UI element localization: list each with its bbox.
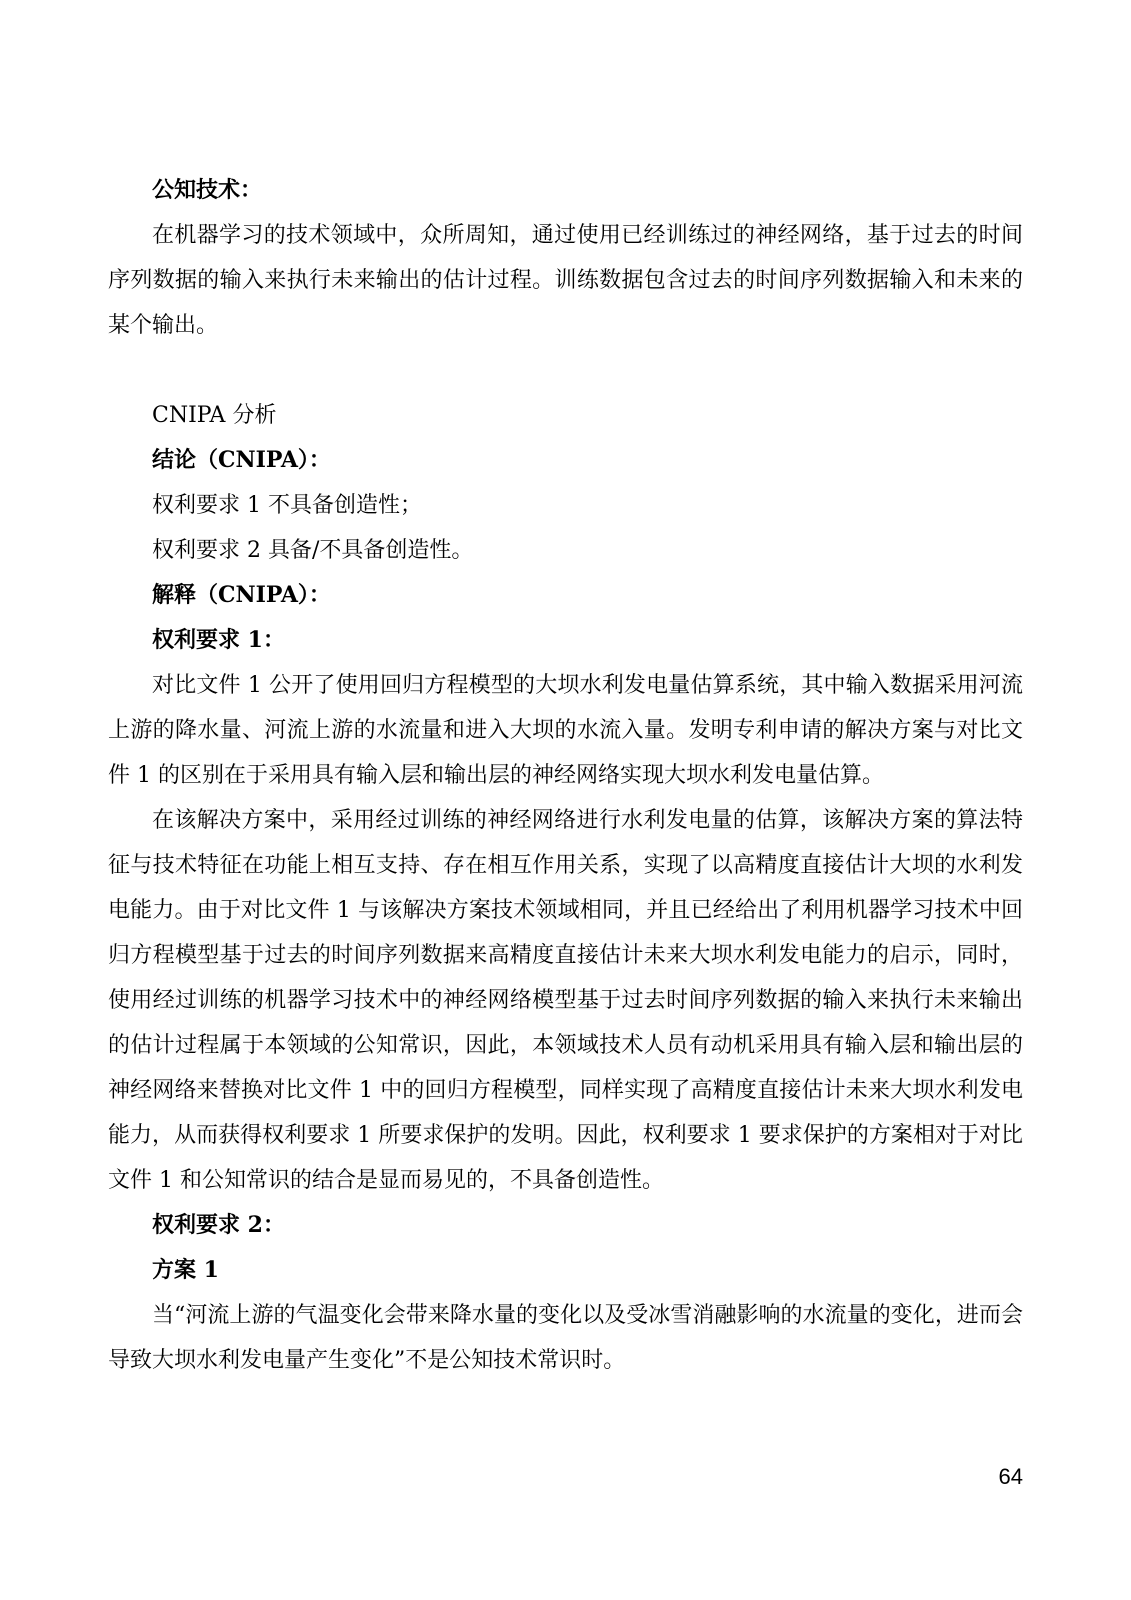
- page-content: [108, 168, 1023, 1383]
- section-spacer: [108, 348, 1023, 393]
- conclusion-heading: 结论（CNIPA）：: [152, 447, 331, 473]
- claim1-heading: 权利要求 1：: [152, 627, 285, 653]
- scheme1-heading: 方案 1: [152, 1257, 219, 1283]
- claim2-heading: 权利要求 2：: [152, 1212, 285, 1238]
- conclusion-item-claim2: 权利要求 2 具备/不具备创造性。: [152, 538, 474, 563]
- claim1-paragraph-1: 对比文件 1 公开了使用回归方程模型的大坝水利发电量估算系统，其中输入数据采用河流上游的降水量、河流上游的水流量和进入大坝的水流入量。发明专利申请的解决方案与对比文件 1 的区别在于采用具有输入层和输出层的神经网络实现大坝水利发电量估算。: [108, 673, 1023, 788]
- conclusion-item-claim1: 权利要求 1 不具备创造性；: [152, 493, 422, 518]
- known-tech-heading: 公知技术：: [152, 177, 263, 203]
- explanation-heading: 解释（CNIPA）：: [152, 582, 331, 608]
- scheme1-paragraph: 当“河流上游的气温变化会带来降水量的变化以及受冰雪消融影响的水流量的变化，进而会导致大坝水利发电量产生变化”不是公知技术常识时。: [108, 1303, 1023, 1373]
- cnipa-analysis-title: CNIPA 分析: [152, 403, 277, 428]
- claim1-paragraph-2: 在该解决方案中，采用经过训练的神经网络进行水利发电量的估算，该解决方案的算法特征与技术特征在功能上相互支持、存在相互作用关系，实现了以高精度直接估计大坝的水利发电能力。由于对比文件 1 与该解决方案技术领域相同，并且已经给出了利用机器学习技术中回归方程模型基于过去的时间序列数据来高精度直接估计未来大坝水利发电能力的启示，同时，使用经过训练的机器学习技术中的神经网络模型基于过去时间序列数据的输入来执行未来输出的估计过程属于本领域的公知常识，因此，本领域技术人员有动机采用具有输入层和输出层的神经网络来替换对比文件 1 中的回归方程模型，同样实现了高精度直接估计未来大坝水利发电能力，从而获得权利要求 1 所要求保护的发明。因此，权利要求 1 要求保护的方案相对于对比文件 1 和公知常识的结合是显而易见的，不具备创造性。: [108, 808, 1023, 1193]
- page-number: 64: [998, 1464, 1023, 1489]
- known-tech-paragraph: 在机器学习的技术领域中，众所周知，通过使用已经训练过的神经网络，基于过去的时间序列数据的输入来执行未来输出的估计过程。训练数据包含过去的时间序列数据输入和未来的某个输出。: [108, 223, 1023, 338]
